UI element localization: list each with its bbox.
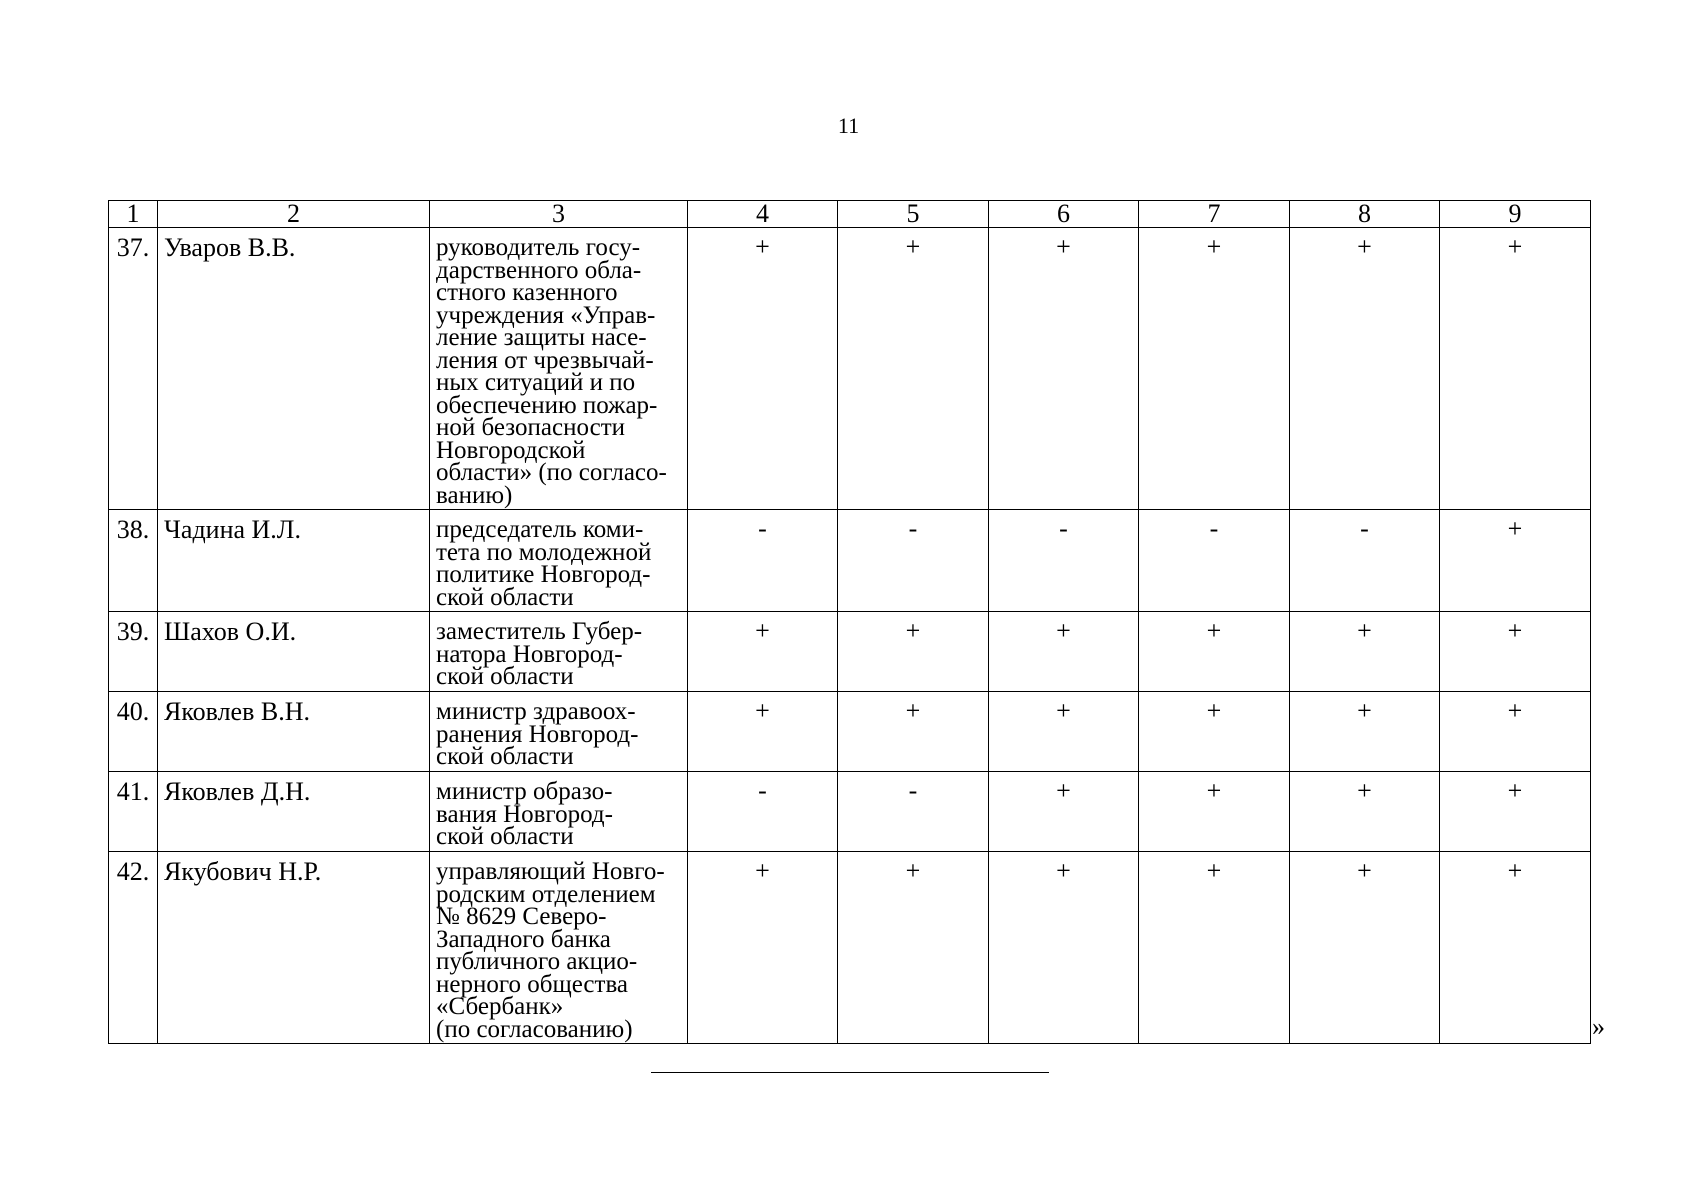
position-line: Новгородской	[436, 436, 586, 464]
row-number: 40.	[109, 692, 158, 772]
position-line: министр здравоох-	[436, 698, 636, 725]
position-line: вания Новгород-	[436, 800, 613, 828]
member-name: Чадина И.Л.	[158, 510, 430, 612]
column-number-header: 8	[1290, 201, 1440, 228]
position-line: обеспечению пожар-	[436, 391, 658, 419]
participation-mark: +	[1290, 228, 1440, 510]
position-line: стного казенного	[436, 279, 618, 306]
footer-rule	[651, 1072, 1049, 1073]
participation-mark: +	[1440, 772, 1591, 852]
position-line: заместитель Губер-	[436, 618, 643, 645]
table-row	[109, 852, 1591, 1044]
column-number-header: 1	[109, 201, 158, 228]
participation-mark: +	[989, 612, 1139, 692]
table-row	[109, 692, 1591, 772]
member-name: Якубович Н.Р.	[158, 852, 430, 1044]
position-line: № 8629 Северо-	[436, 903, 607, 930]
participation-mark: -	[688, 510, 838, 612]
member-name: Шахов О.И.	[158, 612, 430, 692]
member-name: Уваров В.В.	[158, 228, 430, 510]
participation-mark: +	[989, 852, 1139, 1044]
position-line: ления от чрезвычай-	[436, 346, 654, 374]
participation-mark: +	[989, 228, 1139, 510]
member-position	[430, 772, 688, 852]
row-number: 39.	[109, 612, 158, 692]
participation-mark: -	[688, 772, 838, 852]
participation-mark: +	[1139, 692, 1290, 772]
column-number-header: 2	[158, 201, 430, 228]
position-line: ранения Новгород-	[436, 720, 639, 748]
participation-mark: +	[1139, 852, 1290, 1044]
members-table	[108, 200, 1591, 1044]
position-line: ской области	[436, 823, 574, 850]
column-number-row	[109, 201, 1591, 228]
member-position	[430, 612, 688, 692]
participation-mark: +	[989, 692, 1139, 772]
row-number: 42.	[109, 852, 158, 1044]
position-line: ление защиты насе-	[436, 324, 647, 351]
member-position	[430, 692, 688, 772]
participation-mark: +	[1139, 228, 1290, 510]
row-number: 37.	[109, 228, 158, 510]
participation-mark: +	[1290, 612, 1440, 692]
participation-mark: +	[838, 228, 989, 510]
position-line: руководитель госу-	[436, 234, 641, 261]
participation-mark: +	[1440, 852, 1591, 1044]
member-name: Яковлев Д.Н.	[158, 772, 430, 852]
position-line: учреждения «Управ-	[436, 301, 656, 329]
participation-mark: +	[838, 852, 989, 1044]
participation-mark: +	[1139, 612, 1290, 692]
participation-mark: -	[1139, 510, 1290, 612]
position-line: дарственного обла-	[436, 256, 642, 284]
participation-mark: -	[838, 510, 989, 612]
column-number-header: 6	[989, 201, 1139, 228]
closing-quote: »	[1592, 1012, 1605, 1041]
column-number-header: 7	[1139, 201, 1290, 228]
table-row	[109, 772, 1591, 852]
position-line: области» (по согласо-	[436, 459, 667, 486]
participation-mark: -	[838, 772, 989, 852]
participation-mark: +	[1440, 510, 1591, 612]
position-line: натора Новгород-	[436, 640, 623, 668]
participation-mark: +	[688, 228, 838, 510]
page-number: 11	[837, 113, 860, 138]
participation-mark: +	[1440, 228, 1591, 510]
position-line: родским отделением	[436, 880, 656, 908]
position-line: (по согласованию)	[436, 1015, 633, 1043]
position-line: ской области	[436, 663, 574, 690]
participation-mark: -	[989, 510, 1139, 612]
position-line: Западного банка	[436, 925, 611, 953]
column-number-header: 5	[838, 201, 989, 228]
participation-mark: +	[688, 852, 838, 1044]
member-position	[430, 228, 688, 510]
position-line: министр образо-	[436, 778, 613, 805]
row-number: 38.	[109, 510, 158, 612]
position-line: тета по молодежной	[436, 538, 652, 566]
participation-mark: +	[1440, 692, 1591, 772]
column-number-header: 3	[430, 201, 688, 228]
member-position	[430, 852, 688, 1044]
participation-mark: +	[1440, 612, 1591, 692]
position-line: ской области	[436, 743, 574, 770]
column-number-header: 9	[1440, 201, 1591, 228]
column-number-header: 4	[688, 201, 838, 228]
table-row	[109, 228, 1591, 510]
participation-mark: +	[688, 612, 838, 692]
participation-mark: +	[688, 692, 838, 772]
member-position	[430, 510, 688, 612]
position-line: председатель коми-	[436, 516, 644, 543]
participation-mark: -	[1290, 510, 1440, 612]
position-line: политике Новгород-	[436, 561, 651, 588]
participation-mark: +	[1290, 692, 1440, 772]
table-row	[109, 612, 1591, 692]
participation-mark: +	[838, 612, 989, 692]
position-line: ванию)	[436, 481, 513, 509]
position-line: ской области	[436, 583, 574, 611]
row-number: 41.	[109, 772, 158, 852]
position-line: ных ситуаций и по	[436, 369, 636, 396]
position-line: управляющий Новго-	[436, 858, 665, 885]
table-row	[109, 510, 1591, 612]
participation-mark: +	[1139, 772, 1290, 852]
participation-mark: +	[989, 772, 1139, 852]
participation-mark: +	[1290, 852, 1440, 1044]
position-line: публичного акцио-	[436, 948, 638, 975]
position-line: нерного общества	[436, 970, 629, 998]
participation-mark: +	[1290, 772, 1440, 852]
position-line: «Сбербанк»	[436, 993, 564, 1020]
position-line: ной безопасности	[436, 414, 626, 441]
participation-mark: +	[838, 692, 989, 772]
member-name: Яковлев В.Н.	[158, 692, 430, 772]
